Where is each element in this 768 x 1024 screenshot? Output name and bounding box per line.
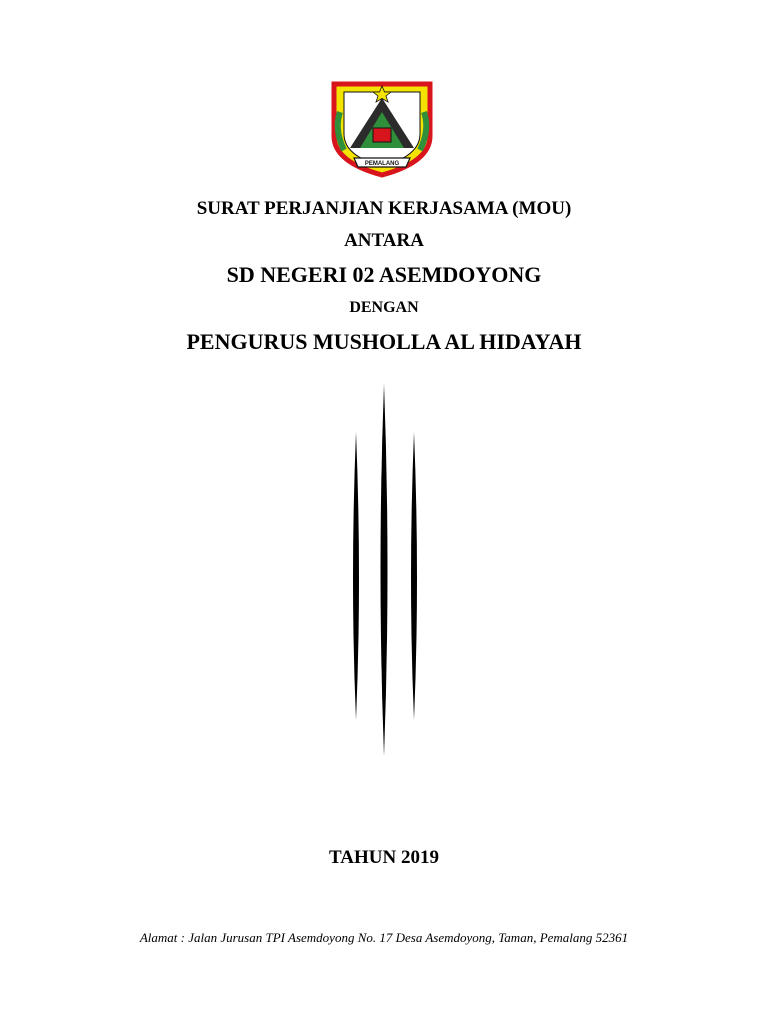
three-vertical-strokes-icon xyxy=(340,380,430,760)
document-title-line-1: SURAT PERJANJIAN KERJASAMA (MOU) xyxy=(196,198,572,219)
emblem-banner-text: PEMALANG xyxy=(364,161,400,167)
document-title-line-2: ANTARA xyxy=(344,230,424,251)
pemalang-regency-emblem-icon xyxy=(326,78,438,178)
first-party-name: SD NEGERI 02 ASEMDOYONG xyxy=(226,262,542,287)
address-footer: Alamat : Jalan Jurusan TPI Asemdoyong No. 17 Desa Asemdoyong, Taman, Pemalang 52361 xyxy=(139,930,629,945)
party-connector: DENGAN xyxy=(349,299,419,316)
second-party-name: PENGURUS MUSHOLLA AL HIDAYAH xyxy=(186,329,582,354)
document-year: TAHUN 2019 xyxy=(329,847,439,868)
